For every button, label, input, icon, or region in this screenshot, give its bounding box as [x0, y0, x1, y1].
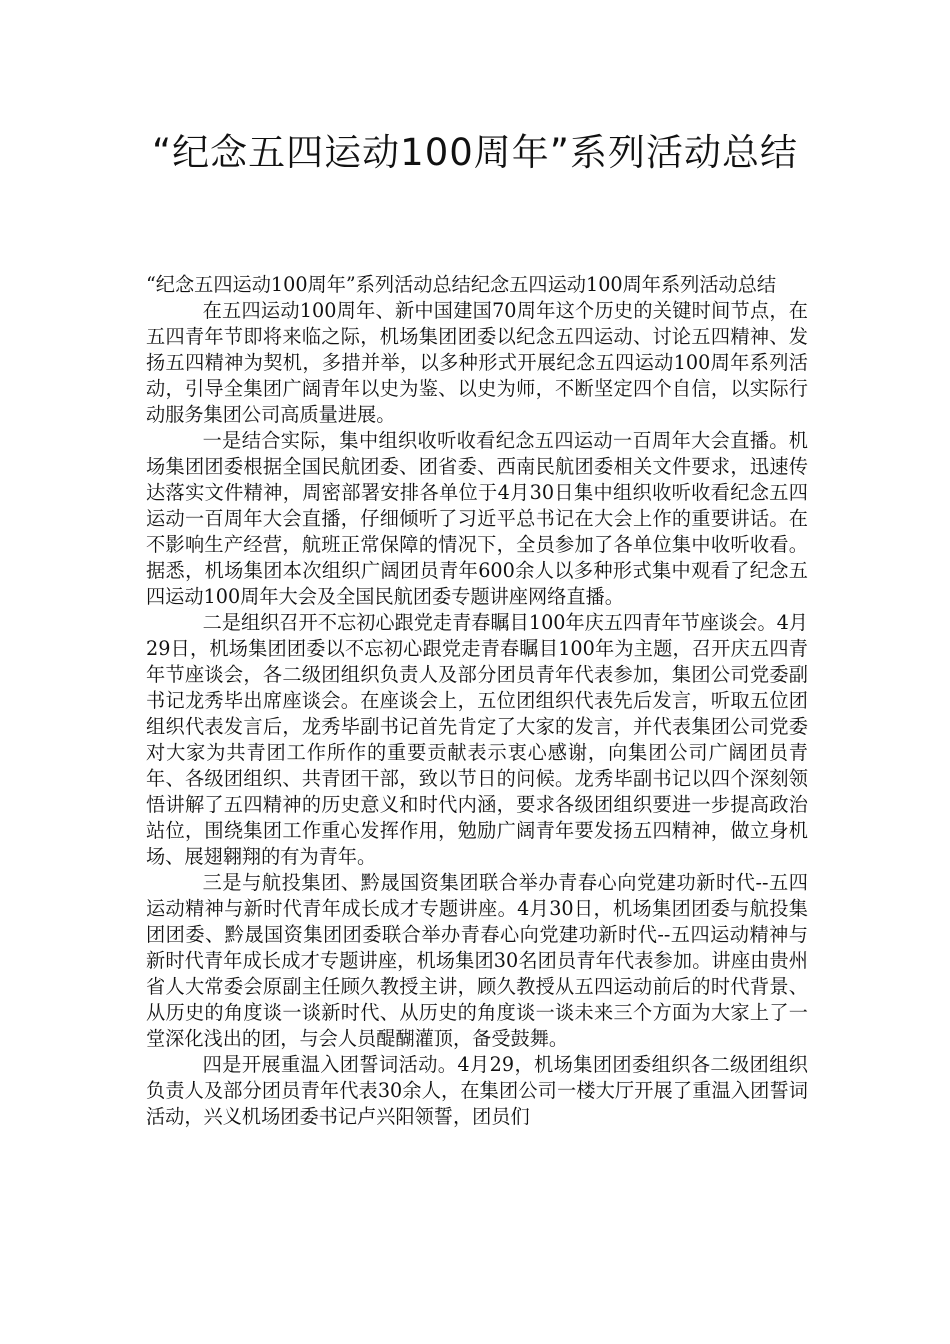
- body-paragraph-item-2: 二是组织召开不忘初心跟党走青春瞩目100年庆五四青年节座谈会。4月29日，机场集团团委以不忘初心跟党走青春瞩目100年为主题，召开庆五四青年节座谈会，各二级团组织负责人及部分团员青年代表参加，集团公司党委副书记龙秀毕出席座谈会。在座谈会上，五位团组织代表先后发言，听取五位团组织代表发言后，龙秀毕副书记首先肯定了大家的发言，并代表集团公司党委对大家为共青团工作所作的重要贡献表示衷心感谢，向集团公司广阔团员青年、各级团组织、共青团干部，致以节日的问候。龙秀毕副书记以四个深刻领悟讲解了五四精神的历史意义和时代内涵，要求各级团组织要进一步提高政治站位，围绕集团工作重心发挥作用，勉励广阔青年要发扬五四精神，做立身机场、展翅翱翔的有为青年。: [146, 611, 808, 868]
- document-body: [146, 272, 808, 1130]
- body-paragraph-item-1: 一是结合实际，集中组织收听收看纪念五四运动一百周年大会直播。机场集团团委根据全国民航团委、团省委、西南民航团委相关文件要求，迅速传达落实文件精神，周密部署安排各单位于4月30日集中组织收听收看纪念五四运动一百周年大会直播，仔细倾听了习近平总书记在大会上作的重要讲话。在不影响生产经营，航班正常保障的情况下，全员参加了各单位集中收听收看。据悉，机场集团本次组织广阔团员青年600余人以多种形式集中观看了纪念五四运动100周年大会及全国民航团委专题讲座网络直播。: [146, 429, 808, 608]
- body-paragraph-intro: 在五四运动100周年、新中国建国70周年这个历史的关键时间节点，在五四青年节即将来临之际，机场集团团委以纪念五四运动、讨论五四精神、发扬五四精神为契机，多措并举，以多种形式开展纪念五四运动100周年系列活动，引导全集团广阔青年以史为鉴、以史为师，不断坚定四个自信，以实际行动服务集团公司高质量进展。: [146, 299, 808, 426]
- document-title: “纪念五四运动100周年”系列活动总结: [152, 131, 798, 174]
- body-paragraph-item-3: 三是与航投集团、黔晟国资集团联合举办青春心向党建功新时代--五四运动精神与新时代青年成长成才专题讲座。4月30日，机场集团团委与航投集团团委、黔晟国资集团团委联合举办青春心向党建功新时代--五四运动精神与新时代青年成长成才专题讲座，机场集团30名团员青年代表参加。讲座由贵州省人大常委会原副主任顾久教授主讲，顾久教授从五四运动前后的时代背景、从历史的角度谈一谈新时代、从历史的角度谈一谈未来三个方面为大家上了一堂深化浅出的团，与会人员醍醐灌顶，备受鼓舞。: [146, 871, 808, 1050]
- body-paragraph-subtitle: “纪念五四运动100周年”系列活动总结纪念五四运动100周年系列活动总结: [146, 273, 777, 296]
- body-paragraph-item-4: 四是开展重温入团誓词活动。4月29，机场集团团委组织各二级团组织负责人及部分团员青年代表30余人，在集团公司一楼大厅开展了重温入团誓词活动，兴义机场团委书记卢兴阳领誓，团员们: [146, 1053, 808, 1128]
